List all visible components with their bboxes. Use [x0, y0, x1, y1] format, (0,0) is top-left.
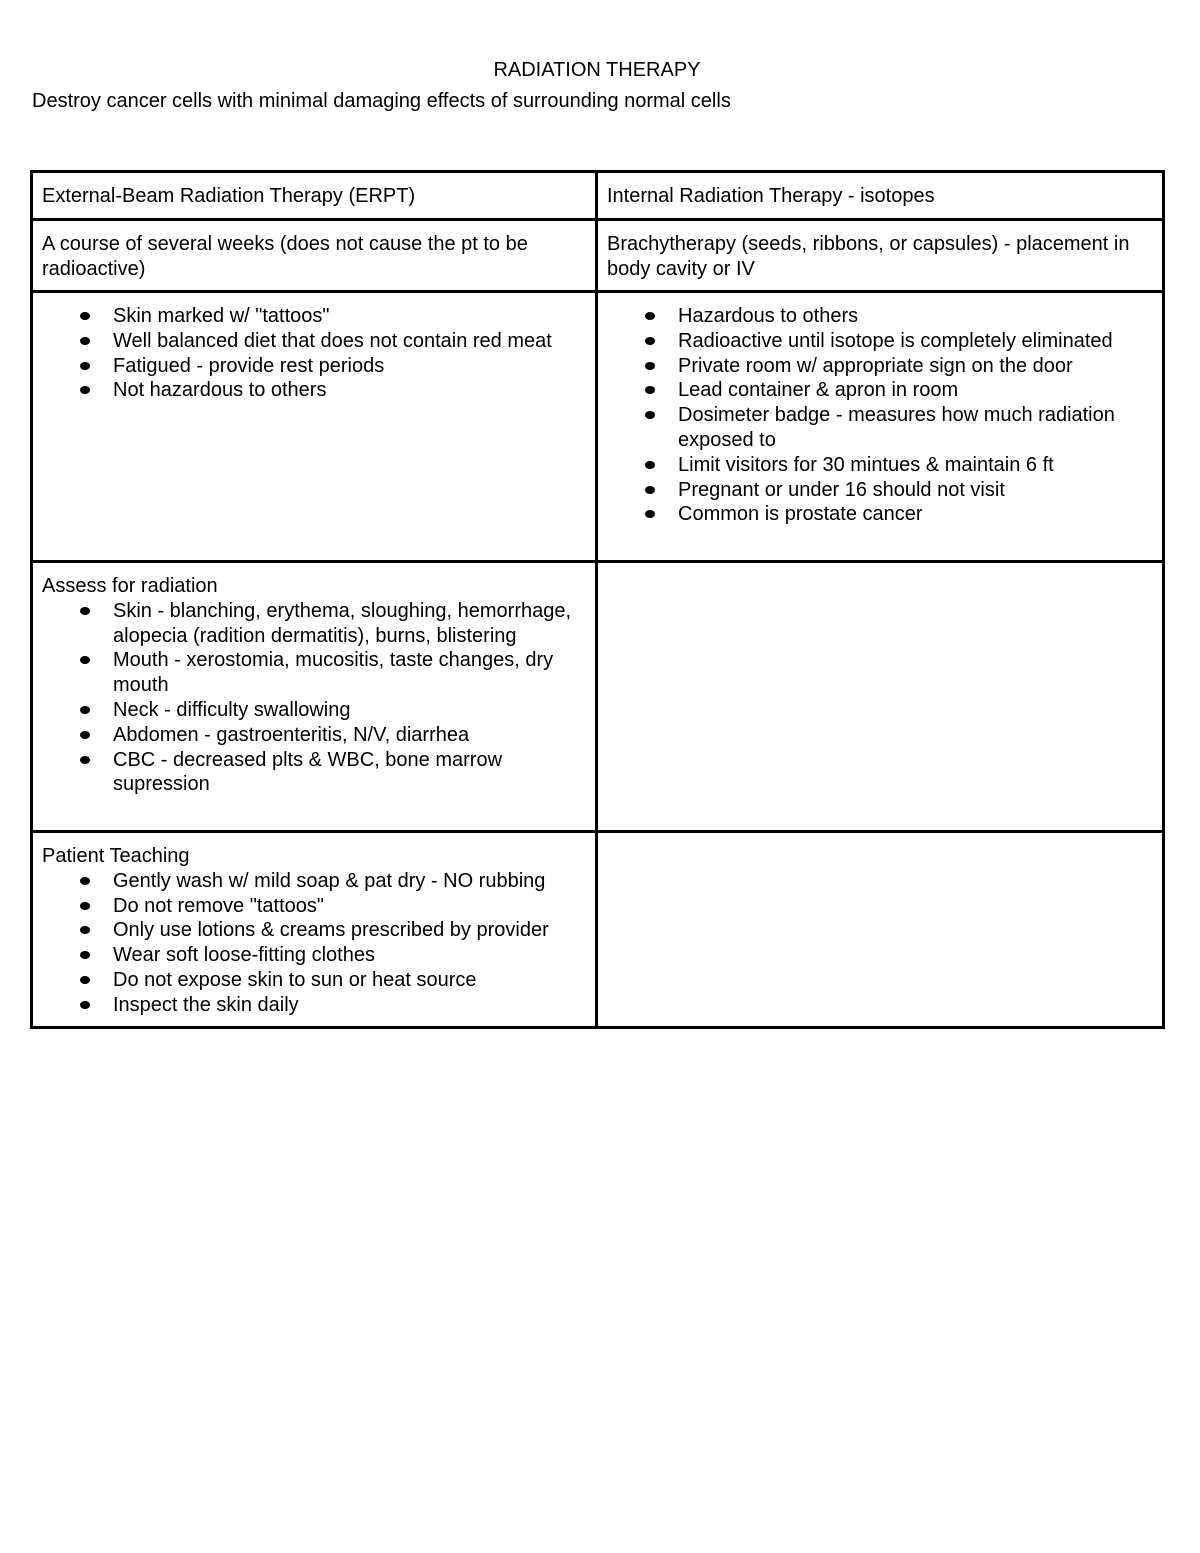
list-item [42, 894, 587, 919]
list-item-text: Gently wash w/ mild soap & pat dry - NO rubbing [113, 869, 546, 892]
list-item-text: Common is prostate cancer [678, 503, 923, 526]
teaching-bullet-list [42, 869, 587, 1018]
bullet-icon [80, 1001, 90, 1009]
bullet-icon [80, 926, 90, 934]
header-external-beam: External-Beam Radiation Therapy (ERPT) [32, 172, 597, 220]
list-item-text: Dosimeter badge - measures how much radiation exposed to [678, 404, 1115, 451]
table-row [32, 292, 1164, 562]
bullet-icon [80, 656, 90, 664]
list-item [42, 304, 587, 329]
list-item-text: Do not expose skin to sun or heat source [113, 968, 477, 991]
list-item-text: Do not remove "tattoos" [113, 894, 324, 917]
list-item-text: Neck - difficulty swallowing [113, 698, 351, 721]
bullet-icon [80, 756, 90, 764]
bullet-icon [80, 706, 90, 714]
list-item [607, 403, 1154, 453]
external-beam-bullet-list [42, 304, 587, 403]
list-item-text: Hazardous to others [678, 305, 859, 327]
list-item-text: Fatigued - provide rest periods [113, 354, 385, 377]
internal-notes-cell [597, 292, 1164, 562]
intro-external-beam: A course of several weeks (does not cause the pt to be radioactive) [32, 220, 597, 292]
empty-cell [597, 562, 1164, 832]
header-internal: Internal Radiation Therapy - isotopes [597, 172, 1164, 220]
list-item-text: Radioactive until isotope is completely eliminated [678, 329, 1113, 352]
list-item [42, 968, 587, 993]
list-item [42, 329, 587, 354]
empty-cell [597, 832, 1164, 1028]
list-item [42, 748, 587, 798]
bullet-icon [80, 902, 90, 910]
list-item [42, 378, 587, 403]
table-row [32, 220, 1164, 292]
list-item-text: Not hazardous to others [113, 379, 327, 402]
external-beam-notes-cell [32, 292, 597, 562]
table-row [32, 172, 1164, 220]
list-item [607, 354, 1154, 379]
list-item [42, 943, 587, 968]
list-item [42, 723, 587, 748]
bullet-icon [645, 312, 655, 320]
list-item-text: Pregnant or under 16 should not visit [678, 478, 1005, 501]
bullet-icon [80, 877, 90, 885]
bullet-icon [80, 976, 90, 984]
teaching-heading: Patient Teaching [42, 845, 190, 867]
list-item-text: Abdomen - gastroenteritis, N/V, diarrhea [113, 723, 470, 746]
list-item [42, 869, 587, 894]
list-item-text: Well balanced diet that does not contain red meat [113, 329, 552, 352]
document-title: RADIATION THERAPY [493, 59, 701, 81]
bullet-icon [645, 510, 655, 518]
list-item [607, 329, 1154, 354]
list-item [42, 648, 587, 698]
table-row [32, 832, 1164, 1028]
list-item-text: Skin - blanching, erythema, sloughing, hemorrhage, alopecia (radition dermatitis), burns, blistering [113, 599, 572, 647]
list-item [607, 304, 1154, 329]
list-item-text: Wear soft loose-fitting clothes [113, 944, 375, 967]
bullet-icon [645, 486, 655, 494]
list-item-text: Skin marked w/ "tattoos" [113, 305, 330, 327]
document-subtitle: Destroy cancer cells with minimal damaging effects of surrounding normal cells [32, 90, 731, 112]
list-item [42, 918, 587, 943]
assess-cell [32, 562, 597, 832]
bullet-icon [645, 337, 655, 345]
list-item [42, 698, 587, 723]
list-item [42, 993, 587, 1018]
list-item-text: Mouth - xerostomia, mucositis, taste changes, dry mouth [113, 649, 554, 697]
list-item-text: Lead container & apron in room [678, 379, 959, 402]
list-item-text: Only use lotions & creams prescribed by provider [113, 919, 549, 942]
bullet-icon [80, 951, 90, 959]
comparison-table [30, 170, 1165, 1029]
bullet-icon [645, 461, 655, 469]
teaching-cell [32, 832, 597, 1028]
list-item [42, 354, 587, 379]
list-item-text: Private room w/ appropriate sign on the door [678, 354, 1073, 377]
bullet-icon [645, 411, 655, 419]
table-row [32, 562, 1164, 832]
list-item [42, 599, 587, 649]
bullet-icon [80, 607, 90, 615]
bullet-icon [80, 312, 90, 320]
bullet-icon [645, 362, 655, 370]
assess-heading: Assess for radiation [42, 575, 218, 597]
list-item [607, 453, 1154, 478]
list-item [607, 478, 1154, 503]
internal-bullet-list [607, 304, 1154, 527]
bullet-icon [80, 386, 90, 394]
intro-internal: Brachytherapy (seeds, ribbons, or capsules) - placement in body cavity or IV [597, 220, 1164, 292]
list-item [607, 378, 1154, 403]
bullet-icon [80, 337, 90, 345]
bullet-icon [80, 731, 90, 739]
bullet-icon [645, 386, 655, 394]
list-item-text: Inspect the skin daily [113, 993, 299, 1016]
bullet-icon [80, 362, 90, 370]
list-item [607, 502, 1154, 527]
assess-bullet-list [42, 599, 587, 797]
list-item-text: CBC - decreased plts & WBC, bone marrow supression [113, 748, 503, 796]
list-item-text: Limit visitors for 30 mintues & maintain 6 ft [678, 453, 1054, 476]
